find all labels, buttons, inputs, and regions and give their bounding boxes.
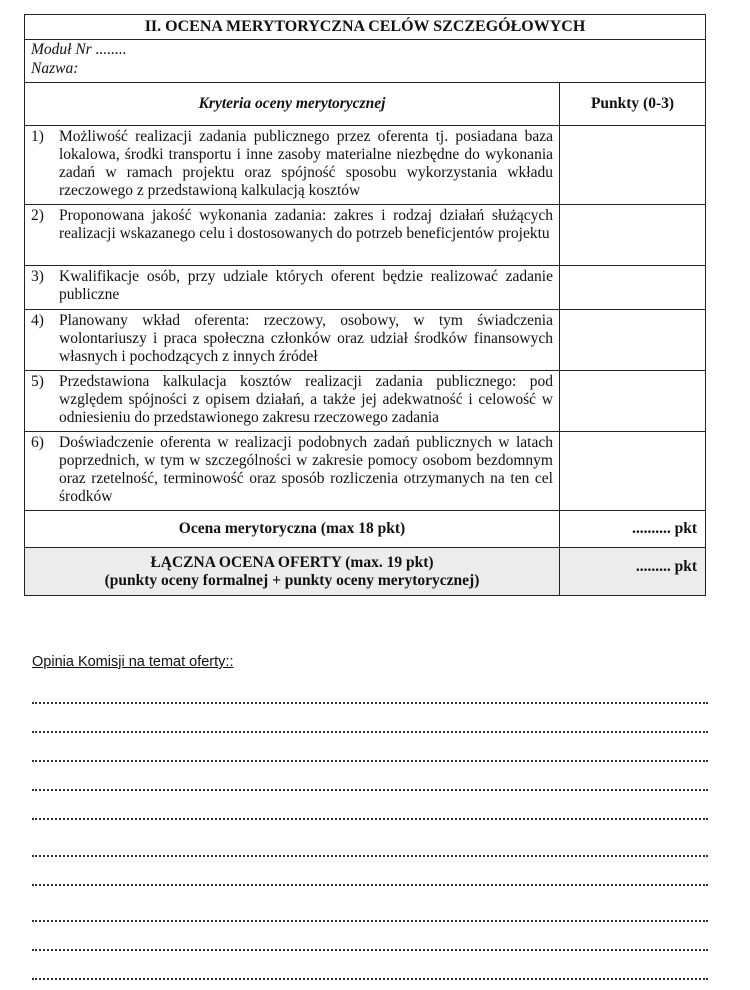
module-info xyxy=(25,40,706,83)
criteria-header: Kryteria oceny merytorycznej xyxy=(25,83,560,126)
opinion-label: Opinia Komisji na temat oferty:: xyxy=(32,654,234,670)
opinion-line[interactable] xyxy=(32,920,708,922)
opinion-line[interactable] xyxy=(32,760,708,762)
opinion-line[interactable] xyxy=(32,884,708,886)
opinion-line[interactable] xyxy=(32,731,708,733)
criterion-text: Możliwość realizacji zadania publicznego przez oferenta tj. posiadana baza lokalowa, środki transportu i inne zasoby materialne niezbędne do wykonania zadań w ramach projektu oraz spójność sposobu wykorzystania wkładu rzeczowego z przedstawioną kalkulacją kosztów xyxy=(59,128,553,199)
opinion-line[interactable] xyxy=(32,978,708,980)
module-name: Nazwa: xyxy=(31,60,79,77)
total-sublabel: (punkty oceny formalnej + punkty oceny merytorycznej) xyxy=(104,571,480,589)
evaluation-table xyxy=(24,14,706,596)
opinion-line[interactable] xyxy=(32,855,708,857)
criterion-number: 5) xyxy=(31,373,44,390)
criterion-row xyxy=(25,205,706,266)
criterion-text: Przedstawiona kalkulacja kosztów realizacji zadania publicznego: pod względem spójności z opisem działań, a także jej adekwatność i celowość w odniesieniu do przedstawionego zakresu rzeczowego zadania xyxy=(59,373,553,426)
criterion-row xyxy=(25,126,706,205)
opinion-line[interactable] xyxy=(32,702,708,704)
total-label-cell xyxy=(25,548,560,596)
criterion-row xyxy=(25,310,706,371)
criterion-number: 6) xyxy=(31,434,44,451)
criterion-text: Kwalifikacje osób, przy udziale których oferent będzie realizować zadanie publiczne xyxy=(59,268,553,303)
criterion-number: 2) xyxy=(31,207,44,224)
module-number: Moduł Nr ........ xyxy=(31,41,127,58)
criterion-points-cell[interactable] xyxy=(560,371,706,432)
total-label: ŁĄCZNA OCENA OFERTY (max. 19 pkt) xyxy=(150,553,434,571)
summary-row xyxy=(25,511,706,548)
criterion-text: Planowany wkład oferenta: rzeczowy, osobowy, w tym świadczenia wolontariuszy i praca społeczna członków oraz udział środków finansowych własnych i pochodzących z innych źródeł xyxy=(59,312,553,365)
total-points[interactable]: ......... pkt xyxy=(560,548,706,596)
summary-points[interactable]: .......... pkt xyxy=(560,511,706,548)
total-row xyxy=(25,548,706,596)
summary-label: Ocena merytoryczna (max 18 pkt) xyxy=(25,511,560,548)
opinion-line[interactable] xyxy=(32,818,708,820)
opinion-line[interactable] xyxy=(32,949,708,951)
section-title: II. OCENA MERYTORYCZNA CELÓW SZCZEGÓŁOWYCH xyxy=(25,15,706,40)
criterion-row xyxy=(25,266,706,310)
criterion-number: 1) xyxy=(31,128,44,145)
criterion-text: Doświadczenie oferenta w realizacji podobnych zadań publicznych w latach poprzednich, w tym w szczególności w zakresie pomocy osobom bezdomnym oraz rzetelność, terminowość oraz sposób rozliczenia otrzymanych na ten cel środków xyxy=(59,434,553,505)
points-header: Punkty (0-3) xyxy=(560,83,706,126)
opinion-line[interactable] xyxy=(32,789,708,791)
criterion-row xyxy=(25,371,706,432)
criterion-number: 3) xyxy=(31,268,44,285)
criterion-points-cell[interactable] xyxy=(560,310,706,371)
criterion-text: Proponowana jakość wykonania zadania: zakres i rodzaj działań służących realizacji wskazanego celu i dostosowanych do potrzeb beneficjentów projektu xyxy=(59,207,553,242)
criterion-points-cell[interactable] xyxy=(560,205,706,266)
criterion-points-cell[interactable] xyxy=(560,432,706,511)
criterion-number: 4) xyxy=(31,312,44,329)
criterion-points-cell[interactable] xyxy=(560,266,706,310)
criterion-row xyxy=(25,432,706,511)
criterion-points-cell[interactable] xyxy=(560,126,706,205)
